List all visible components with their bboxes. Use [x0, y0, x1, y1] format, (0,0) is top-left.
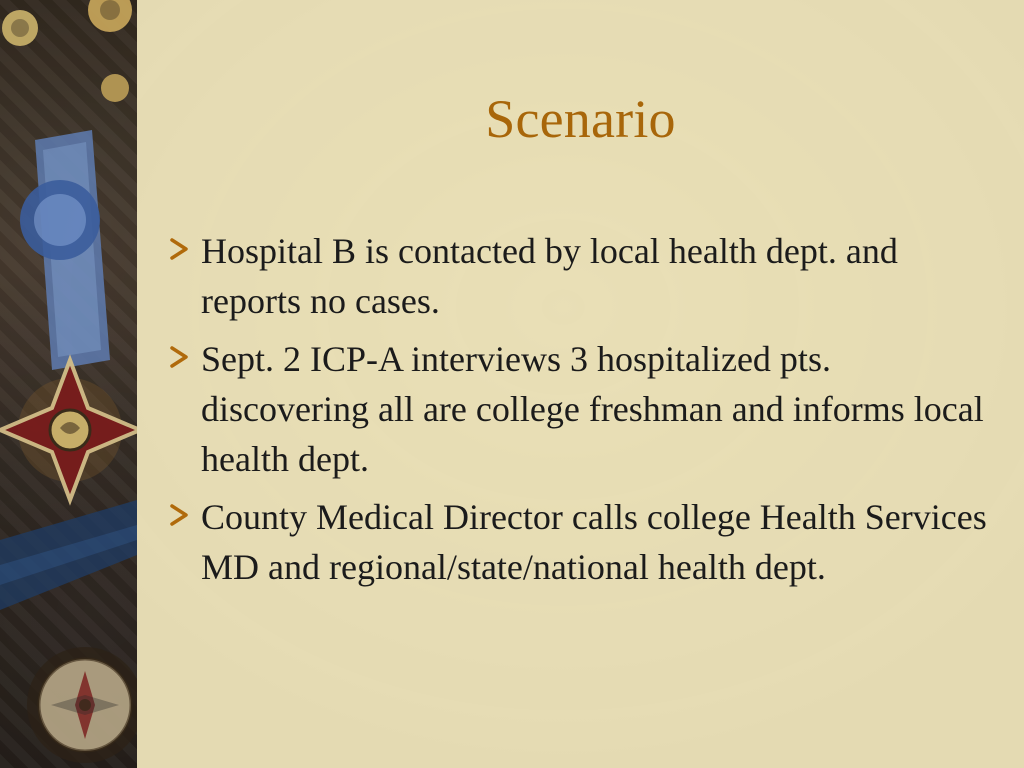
- left-decorative-strip: [0, 0, 137, 768]
- chevron-right-arrow-icon: [167, 334, 201, 378]
- chevron-right-arrow-icon-svg: [167, 237, 193, 261]
- bullet-item-3: [167, 492, 987, 592]
- decor-button-3: [101, 74, 129, 102]
- bullet-item-1: [167, 226, 987, 326]
- bullet-text-1: Hospital B is contacted by local health dept. and reports no cases.: [201, 231, 898, 321]
- left-strip-illustration: [0, 0, 137, 768]
- decor-button-1-center: [11, 19, 29, 37]
- bullet-item-2: [167, 334, 987, 484]
- bullet-text-2: Sept. 2 ICP-A interviews 3 hospitalized pts. discovering all are college freshman and informs local health dept.: [201, 339, 984, 479]
- bullet-list: [167, 226, 987, 600]
- bullet-text-3: County Medical Director calls college Health Services MD and regional/state/national health dept.: [201, 497, 987, 587]
- chevron-right-arrow-icon-svg: [167, 345, 193, 369]
- compass-pin: [79, 699, 91, 711]
- decor-button-2-center: [100, 0, 120, 20]
- slide-title: Scenario: [485, 89, 676, 149]
- rosette-inner: [34, 194, 86, 246]
- chevron-right-arrow-icon-svg: [167, 503, 193, 527]
- chevron-right-arrow-icon: [167, 492, 201, 536]
- chevron-right-arrow-icon: [167, 226, 201, 270]
